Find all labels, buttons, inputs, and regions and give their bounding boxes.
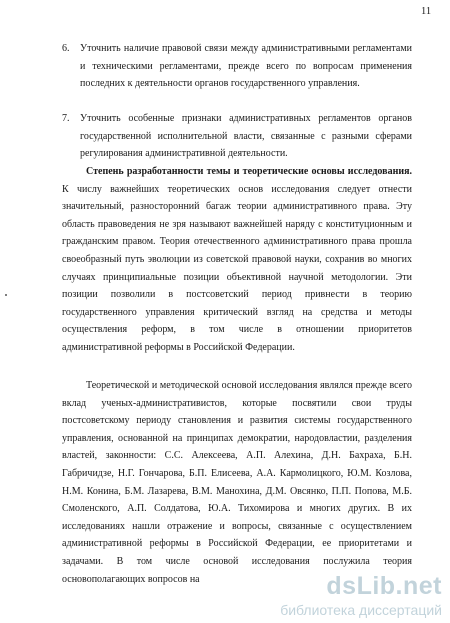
page-number: 11 [421,6,432,17]
paragraph-text: К числу важнейших теоретических основ исследования следует отнести значительный, разносторонний багаж теории административного права. Эту область правоведения не зря называют важнейшей наряду с конституционным и гражданским правом. Теория отечественного административного права прошла своеобразный путь эволюции из советской правовой науки, сохранив во многих случаях принципиальные позиции объективной научной методологии. Эти позиции позволили в постсоветский период привнести в теорию государственного управления критический взгляд на средства и методы осуществления реформ, в том числе в отношении приоритетов административной реформы в Российской Федерации. [62,183,412,353]
list-item [62,40,412,93]
margin-mark [5,294,7,296]
paragraph-theoretical-basis [62,377,412,588]
watermark-subtitle: библиотека диссертаций [280,602,442,618]
list-item-text: Уточнить наличие правовой связи между административными регламентами и техническими регламентами, прежде всего по вопросам применения последних к деятельности органов государственного управления. [80,43,412,90]
paragraph-development-degree [62,163,412,357]
list-item-number: 6. [62,43,70,54]
list-item-text: Уточнить особенные признаки административных регламентов органов государственной исполнительной власти, связанные с разными сферами регулирования административной деятельности. [80,113,412,160]
watermark-logo: dsLib.net [326,572,442,600]
watermark [262,572,448,622]
paragraph-text: Теоретической и методической основой исследования являлся прежде всего вклад ученых-административистов, которые посвятили свои труды постсоветскому периоду становления и развития системы государственного управления, основанной на принципах демократии, народовластии, разделения властей, законности: С.С. Алексеева, А.П. Алехина, Д.Н. Бахраха, Б.Н. Габричидзе, Н.Г. Гончарова, Б.П. Елисеева, А.А. Кармолицкого, Ю.М. Козлова, Н.М. Конина, Б.М. Лазарева, В.М. Манохина, Д.М. Овсянко, П.П. Попова, М.Б. Смоленского, А.П. Солдатова, Ю.А. Тихомирова и многих других. В их исследованиях нашли отражение и вопросы, связанные с осуществлением административной реформы в Российской Федерации, ее приоритетами и задачами. В том числе основой исследования послужила теория основополагающих вопросов на [62,380,412,585]
paragraph-heading: Степень разработанности темы и теоретические основы исследования. [86,166,412,177]
list-item [62,110,412,163]
list-item-number: 7. [62,113,70,124]
